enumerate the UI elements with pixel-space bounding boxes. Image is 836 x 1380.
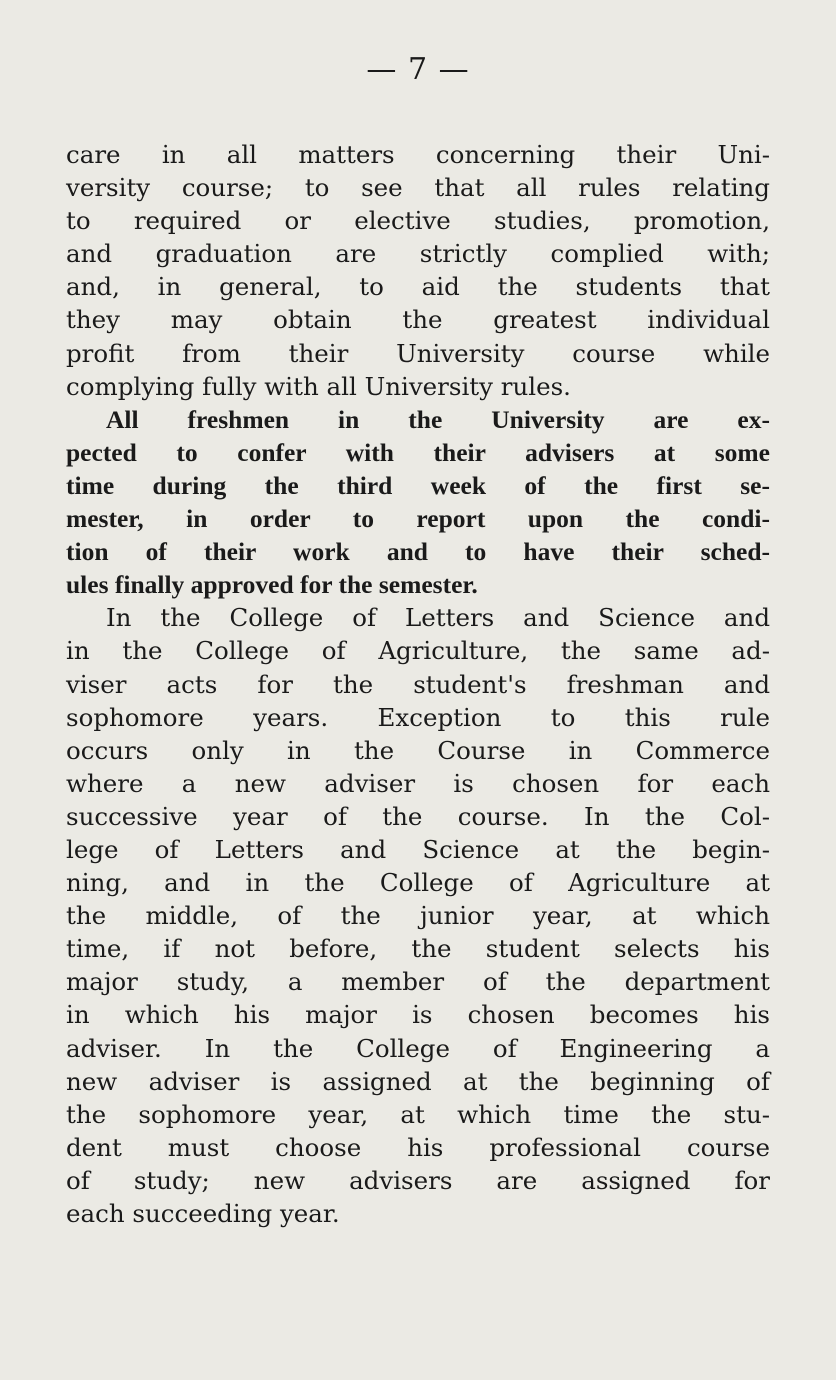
text-line: and, in general, to aid the students that: [66, 272, 770, 302]
text-line: dent must choose his professional course: [66, 1132, 770, 1162]
text-line: profit from their University course while: [66, 338, 770, 368]
text-line: care in all matters concerning their Uni-: [66, 140, 770, 169]
text-line: they may obtain the greatest individual: [66, 305, 770, 335]
text-line: to required or elective studies, promotion,: [66, 206, 770, 236]
text-line: the sophomore year, at which time the stu-: [66, 1099, 770, 1129]
body-text: [66, 138, 770, 1230]
text-line: major study, a member of the department: [66, 967, 770, 997]
text-line: new adviser is assigned at the beginning of: [66, 1066, 770, 1096]
text-line: time, if not before, the student selects his: [66, 934, 770, 964]
text-line: and graduation are strictly complied with;: [66, 239, 770, 269]
text-line: ning, and in the College of Agriculture at: [66, 868, 770, 898]
text-line: lege of Letters and Science at the begin-: [66, 834, 770, 864]
paragraph-2: [66, 403, 770, 602]
text-line: versity course; to see that all rules relating: [66, 173, 770, 203]
text-line: All freshmen in the University are ex-: [106, 404, 770, 434]
text-line: time during the third week of the first se-: [66, 470, 770, 500]
text-line: of study; new advisers are assigned for: [66, 1165, 770, 1195]
text-line: ules finally approved for the semester.: [66, 570, 478, 600]
text-line: sophomore years. Exception to this rule: [66, 702, 770, 732]
text-line: the middle, of the junior year, at which: [66, 901, 770, 931]
text-line: in which his major is chosen becomes his: [66, 1000, 770, 1030]
text-line: In the College of Letters and Science and: [106, 603, 770, 633]
text-line: where a new adviser is chosen for each: [66, 768, 770, 798]
text-line: pected to confer with their advisers at some: [66, 437, 770, 467]
paragraph-3: [66, 601, 770, 1230]
text-line: occurs only in the Course in Commerce: [66, 735, 770, 765]
text-line: complying fully with all University rules.: [66, 371, 571, 401]
text-line: mester, in order to report upon the condi-: [66, 504, 770, 534]
page-number: — 7 —: [366, 52, 470, 87]
text-line: adviser. In the College of Engineering a: [66, 1033, 770, 1063]
text-line: successive year of the course. In the Col-: [66, 801, 770, 831]
text-line: tion of their work and to have their sched-: [66, 537, 770, 567]
paragraph-1: [66, 138, 770, 403]
text-line: viser acts for the student's freshman and: [66, 669, 770, 699]
text-line: each succeeding year.: [66, 1199, 340, 1228]
text-line: in the College of Agriculture, the same ad-: [66, 636, 770, 666]
